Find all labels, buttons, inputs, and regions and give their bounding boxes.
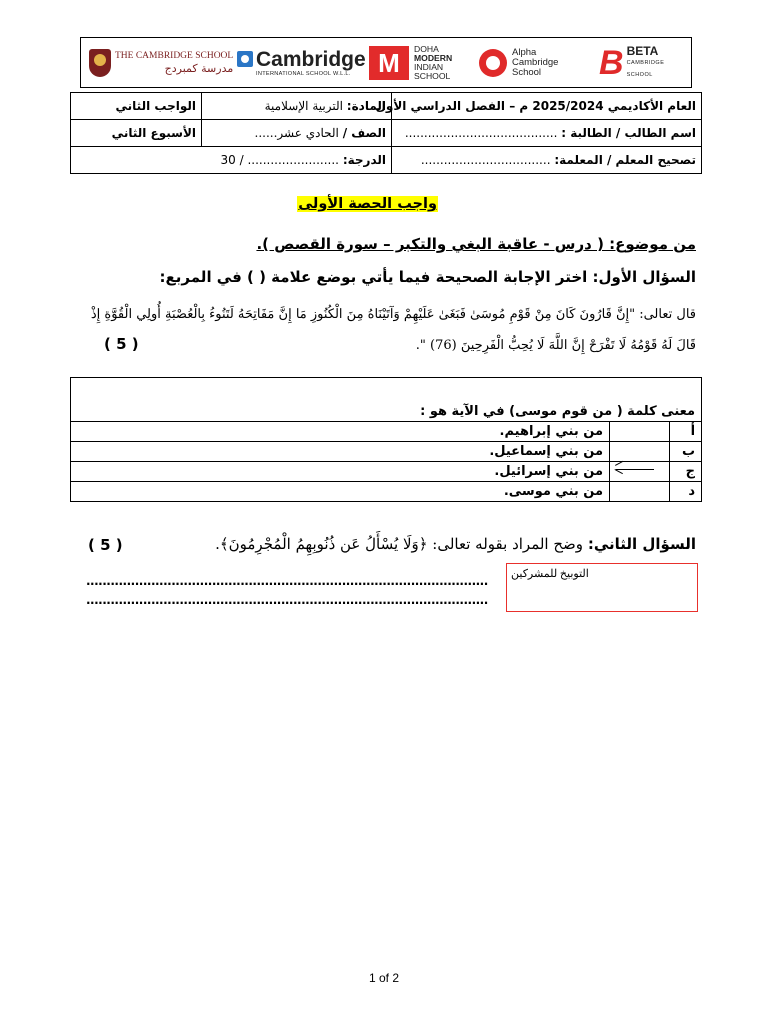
doha-line-1: DOHA xyxy=(414,44,439,54)
homework-title: واجب الحصة الأولى xyxy=(298,196,437,212)
academic-year: العام الأكاديمي 2025/2024 م – الفصل الدراسي الأول xyxy=(392,93,702,120)
cambridge-school-logo xyxy=(89,44,233,82)
arrow-left-icon xyxy=(616,469,654,470)
teacher-field[interactable]: .................................. xyxy=(420,153,551,167)
teacher-label: تصحيح المعلم / المعلمة: xyxy=(554,153,696,167)
header-row-1 xyxy=(71,93,702,120)
doha-mark: M xyxy=(378,48,400,78)
cambridge-subtitle: INTERNATIONAL SCHOOL W.L.L. xyxy=(256,70,351,77)
alpha-line-2: Cambridge xyxy=(512,57,559,68)
verse-line-2: قَالَ لَهُ قَوْمُهُ لَا تَفْرَحْ إِنَّ اللَّهَ لَا يُحِبُّ الْفَرِحِينَ (76) ". xyxy=(415,338,696,353)
page-number: 1 of 2 xyxy=(368,971,400,985)
subject-label: المادة: xyxy=(346,99,386,113)
beta-line-1: BETA xyxy=(626,44,659,58)
alpha-line-3: School xyxy=(512,67,542,78)
beta-line-2: CAMBRIDGE SCHOOL xyxy=(626,60,665,78)
subject-cell xyxy=(202,93,392,120)
option-row-d[interactable] xyxy=(71,482,702,502)
header-row-2 xyxy=(71,120,702,147)
doha-line-2: MODERN xyxy=(414,53,453,63)
question-2-score: ( 5 ) xyxy=(88,536,123,554)
cambridge-school-name-ar: مدرسة كمبردج xyxy=(164,62,234,75)
cambridge-icon xyxy=(237,51,253,67)
teacher-cell[interactable] xyxy=(392,147,702,174)
option-text: من بني إبراهيم. xyxy=(71,422,610,442)
answer-line-2[interactable]: ................................................................................................... xyxy=(86,593,488,607)
alpha-cambridge-logo xyxy=(479,44,558,82)
option-text: من بني موسى. xyxy=(71,482,610,502)
student-name-field[interactable]: ........................................ xyxy=(404,126,558,140)
alpha-line-1: Alpha xyxy=(512,47,537,58)
topic-line: من موضوع: ( درس - عاقبة البغي والتكبر – سورة القصص ). xyxy=(256,235,696,253)
options-question-row xyxy=(71,378,702,422)
header-row-3 xyxy=(71,147,702,174)
option-letter: ب xyxy=(670,442,702,462)
alpha-icon xyxy=(479,49,507,77)
option-letter: ج xyxy=(670,462,702,482)
score-label: الدرجة: xyxy=(342,153,386,167)
option-checkbox-c[interactable] xyxy=(610,462,670,482)
question-2-text: وضح المراد بقوله تعالى: ﴿وَلَا يُسْأَلُ عَن ذُنُوبِهِمُ الْمُجْرِمُونَ﴾. xyxy=(215,535,584,553)
option-row-c[interactable] xyxy=(71,462,702,482)
question-2-heading xyxy=(215,535,696,553)
week-number: الأسبوع الثاني xyxy=(71,120,202,147)
beta-cambridge-logo xyxy=(599,44,691,82)
verse-line-1: قال تعالى: "إِنَّ قَارُونَ كَانَ مِنْ قَوْمِ مُوسَىٰ فَبَغَىٰ عَلَيْهِمْ وَآتَيْنَاهُ مِنَ الْكُنُوزِ مَا إِنَّ مَفَاتِحَهُ لَتَنُوءُ بِالْعُصْبَةِ أُولِي الْقُوَّةِ إِذْ xyxy=(90,307,696,322)
option-checkbox-b[interactable] xyxy=(610,442,670,462)
cambridge-school-name: THE CAMBRIDGE SCHOOL xyxy=(115,51,234,61)
score-cell[interactable] xyxy=(71,147,392,174)
options-table xyxy=(70,377,702,502)
doha-modern-icon xyxy=(369,46,409,80)
cambridge-wordmark: Cambridge xyxy=(256,47,366,71)
option-letter: د xyxy=(670,482,702,502)
beta-mark: B xyxy=(599,44,624,82)
option-checkbox-d[interactable] xyxy=(610,482,670,502)
option-row-b[interactable] xyxy=(71,442,702,462)
answer-line-1[interactable]: ................................................................................................... xyxy=(86,574,488,588)
grade-cell xyxy=(202,120,392,147)
assignment-number: الواجب الثاني xyxy=(71,93,202,120)
student-name-label: اسم الطالب / الطالبة : xyxy=(561,126,696,140)
option-text: من بني إسرائيل. xyxy=(71,462,610,482)
option-letter: أ xyxy=(670,422,702,442)
logo-banner xyxy=(80,37,692,88)
score-field[interactable]: ........................ / 30 xyxy=(220,153,339,167)
grade-value: الحادي عشر...... xyxy=(254,126,339,140)
question-2-label: السؤال الثاني: xyxy=(587,535,696,553)
cambridge-international-logo xyxy=(237,44,366,82)
student-name-cell[interactable] xyxy=(392,120,702,147)
doha-line-3: INDIAN xyxy=(414,62,444,72)
header-table xyxy=(70,92,702,174)
question-1-heading: السؤال الأول: اختر الإجابة الصحيحة فيما يأتي بوضع علامة ( ) في المربع: xyxy=(159,268,696,286)
option-checkbox-a[interactable] xyxy=(610,422,670,442)
answer-box[interactable] xyxy=(506,563,698,612)
grade-label: الصف / xyxy=(342,126,386,140)
answer-text: التوبيخ للمشركين xyxy=(511,568,589,580)
option-text: من بني إسماعيل. xyxy=(71,442,610,462)
options-prompt: معنى كلمة ( من قوم موسى) في الآية هو : xyxy=(71,378,702,422)
doha-line-4: SCHOOL xyxy=(414,71,451,81)
crest-icon xyxy=(89,49,111,77)
option-row-a[interactable] xyxy=(71,422,702,442)
question-1-score: ( 5 ) xyxy=(104,335,139,353)
doha-modern-logo xyxy=(369,44,452,82)
subject-value: التربية الإسلامية xyxy=(264,99,343,113)
